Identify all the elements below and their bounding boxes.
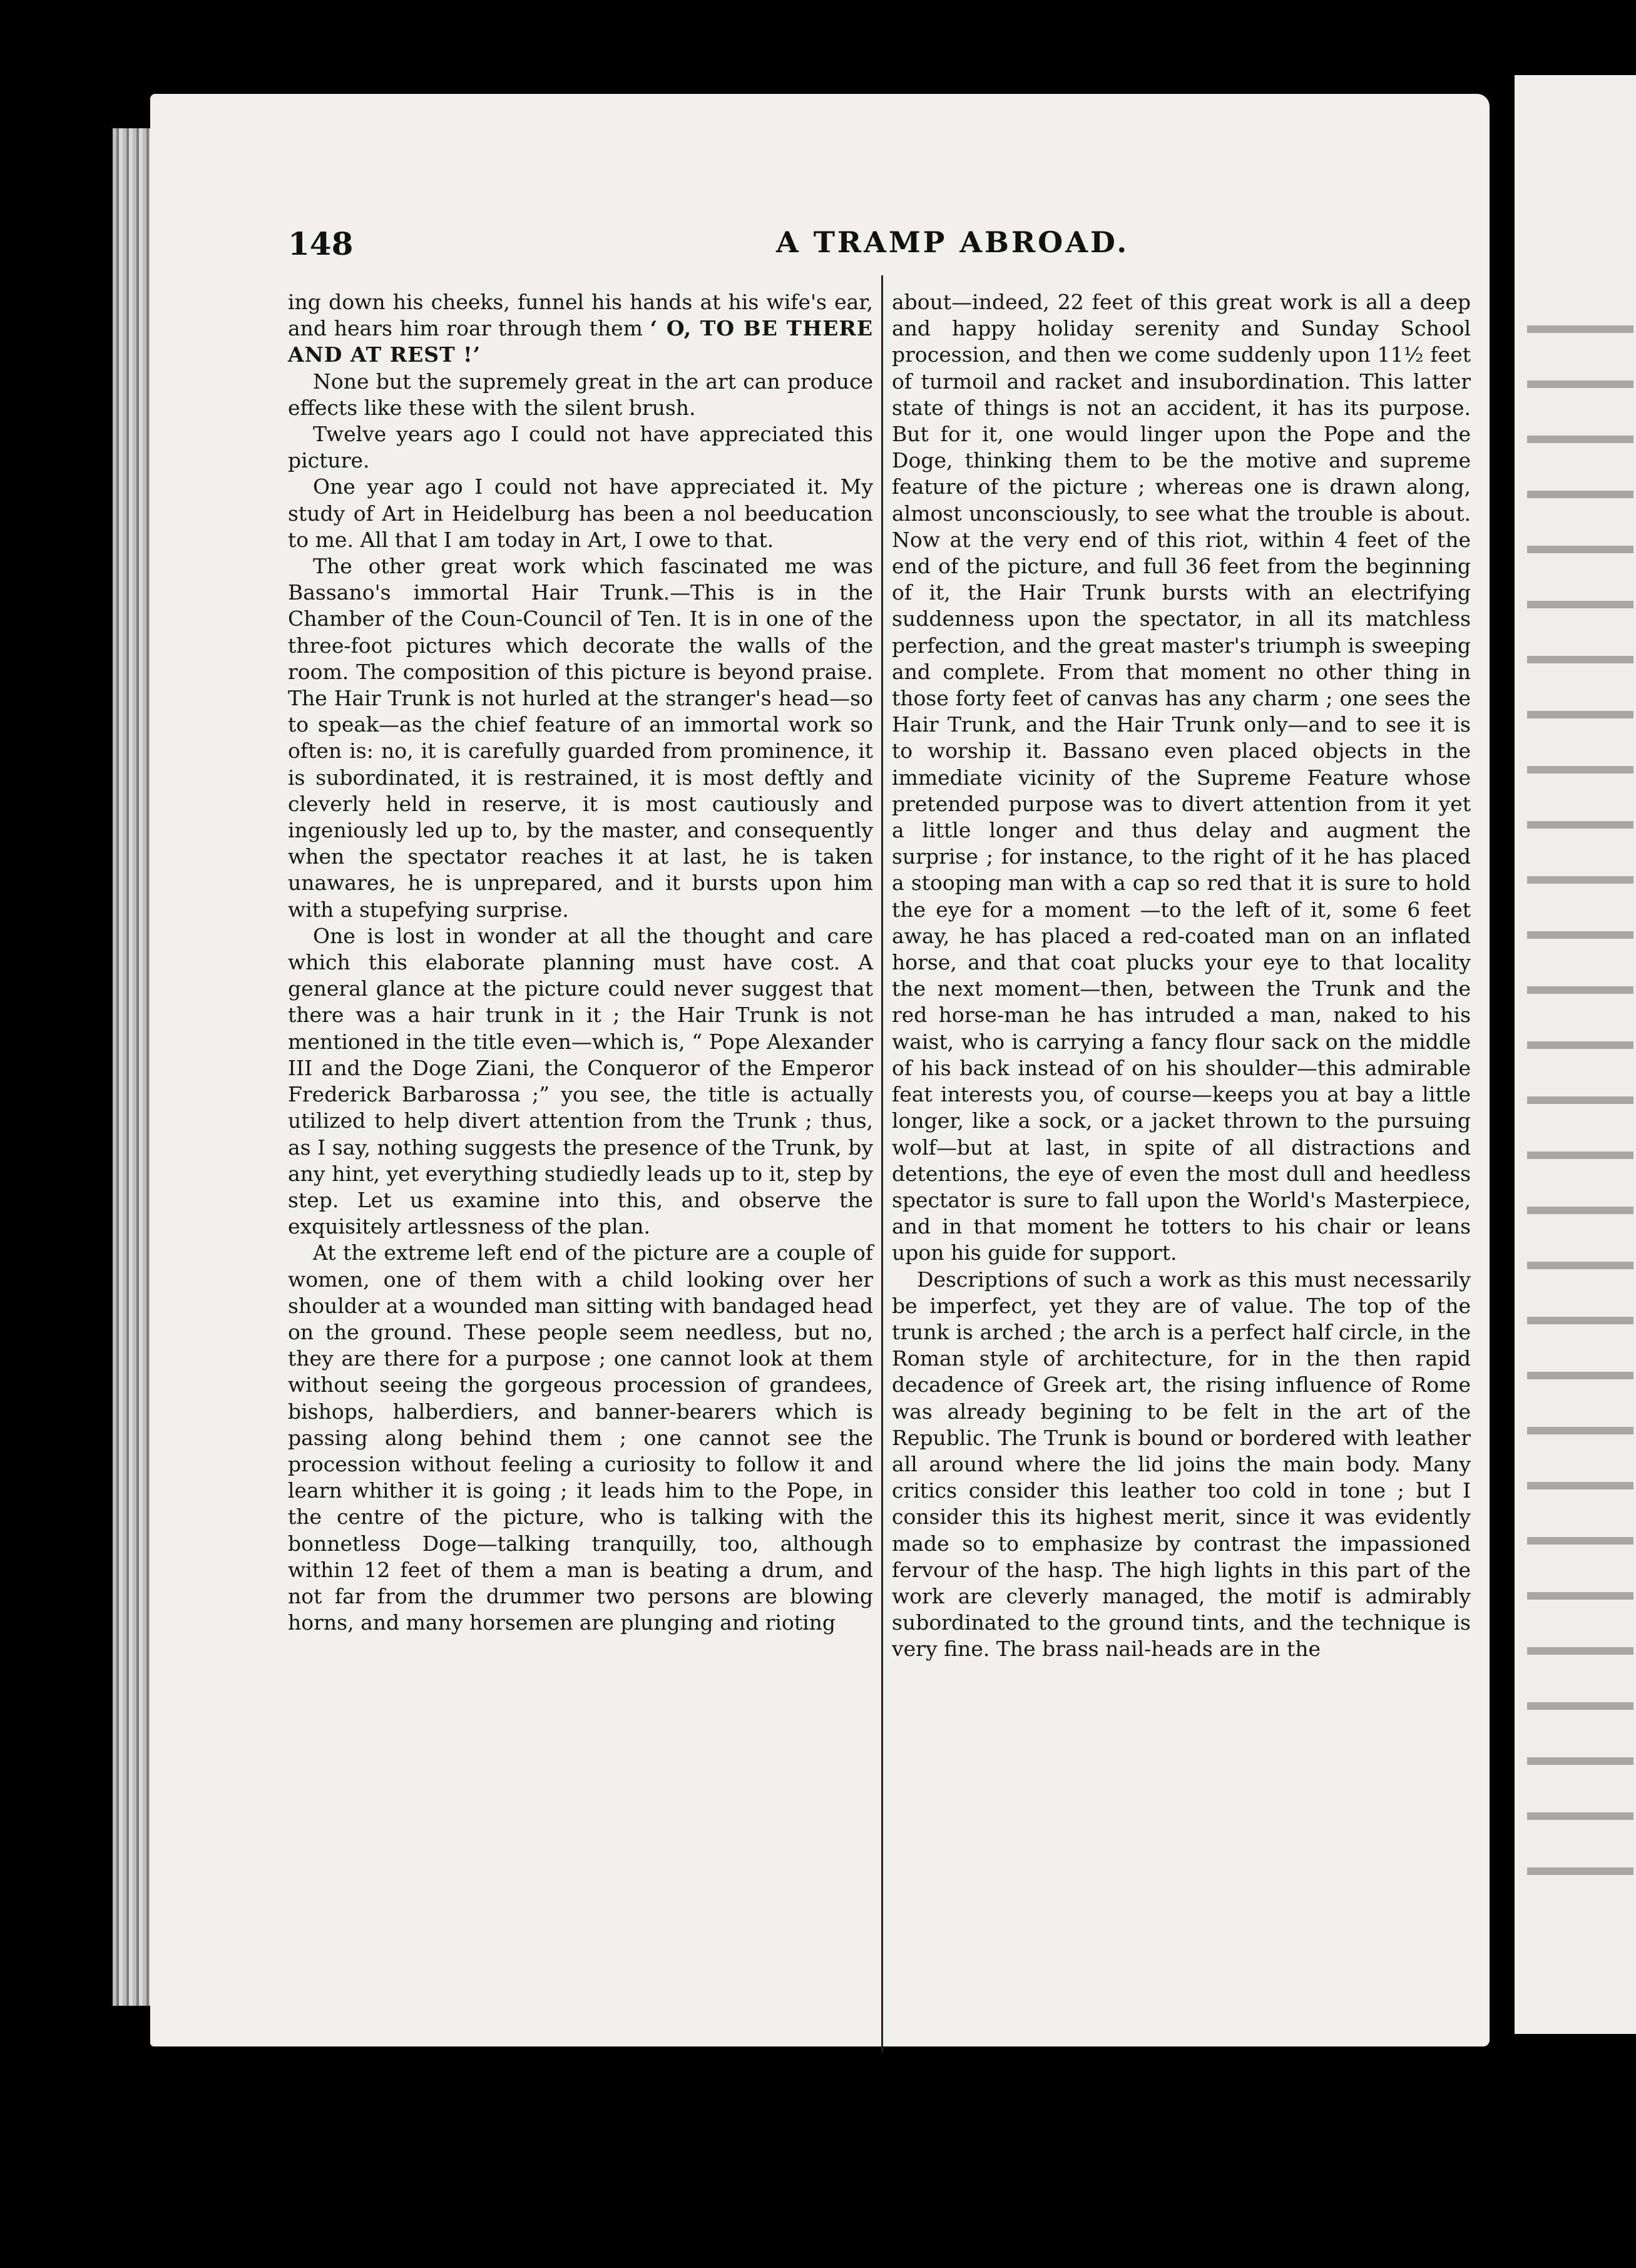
quoted-exclamation: ‘ O, TO BE THERE AND AT REST !’ <box>288 316 873 367</box>
paragraph: One is lost in wonder at all the thought and care which this elaborate planning must have cost. A general glance at the picture could never suggest that there was a hair trunk in it ; the Hair Trunk is not mentioned in the title even—which is, “ Pope Alexander III and the Doge Ziani, the Conqueror of the Emperor Frederick Barbarossa ;” you see, the title is actually utilized to help divert attention from the Trunk ; thus, as I say, nothing suggests the presence of the Trunk, by any hint, yet everything studiedly leads up to it, step by step. Let us examine into this, and observe the exquisitely artlessness of the plan. <box>288 923 873 1239</box>
paragraph: Twelve years ago I could not have appreciated this picture. <box>288 422 873 473</box>
paragraph <box>288 289 873 369</box>
paragraph: One year ago I could not have appreciated it. My study of Art in Heidelburg has been a nol beeducation to me. All that I am today in Art, I owe to that. <box>288 474 873 552</box>
paragraph-text: ing down his cheeks, funnel his hands at his wife's ear, and hears him roar through them <box>288 290 873 341</box>
paragraph: The other great work which fascinated me was Bassano's immortal Hair Trunk.—This is in the Chamber of the Coun-Council of Ten. It is in one of the three-foot pictures which decorate the walls of the room. The composition of this picture is beyond praise. The Hair Trunk is not hurled at the stranger's head—so to speak—as the chief feature of an immortal work so often is: no, it is carefully guarded from prominence, it is subordinated, it is restrained, it is most deftly and cleverly held in reserve, it is most cautiously and ingeniously led up to, by the master, and consequently when the spectator reaches it at last, he is taken unawares, he is unprepared, and it bursts upon him with a stupefying surprise. <box>288 554 873 922</box>
left-column <box>288 289 873 1636</box>
right-column <box>892 289 1471 1663</box>
paragraph: At the extreme left end of the picture are a couple of women, one of them with a child looking over her shoulder at a wounded man sitting with bandaged head on the ground. These people seem needless, but no, they are there for a purpose ; one cannot look at them without seeing the gorgeous procession of grandees, bishops, halberdiers, and banner-bearers which is passing along behind them ; one cannot see the procession without feeling a curiosity to follow it and learn whither it is going ; it leads him to the Pope, in the centre of the picture, who is talking with the bonnetless Doge—talking tranquilly, too, although within 12 feet of them a man is beating a drum, and not far from the drummer two persons are blowing horns, and many horsemen are plunging and rioting <box>288 1240 873 1635</box>
paragraph: about—indeed, 22 feet of this great work is all a deep and happy holiday serenity and Sunday School procession, and then we come suddenly upon 11½ feet of turmoil and racket and insubordination. This latter state of things is not an accident, it has its purpose. But for it, one would linger upon the Pope and the Doge, thinking them to be the motive and supreme feature of the picture ; whereas one is drawn along, almost unconsciously, to see what the trouble is about. Now at the very end of this riot, within 4 feet of the end of the picture, and full 36 feet from the beginning of it, the Hair Trunk bursts with an electrifying suddenness upon the spectator, in all its matchless perfection, and the great master's triumph is sweeping and complete. From that moment no other thing in those forty feet of canvas has any charm ; one sees the Hair Trunk, and the Hair Trunk only—and to see it is to worship it. Bassano even placed objects in the immediate vicinity of the Supreme Feature whose pretended purpose was to divert attention from it yet a little longer and thus delay and augment the surprise ; for instance, to the right of it he has placed a stooping man with a cap so red that it is sure to hold the eye for a moment —to the left of it, some 6 feet away, he has placed a red-coated man on an inflated horse, and that coat plucks your eye to that locality the next moment—then, between the Trunk and the red horse-man he has intruded a man, naked to his waist, who is carrying a fancy flour sack on the middle of his back instead of on his shoulder—this admirable feat interests you, of course—keeps you at bay a little longer, like a sock, or a jacket thrown to the pursuing wolf—but at last, in spite of all distractions and detentions, the eye of even the most dull and heedless spectator is sure to fall upon the World's Masterpiece, and in that moment he totters to his chair or leans upon his guide for support. <box>892 290 1471 1265</box>
running-title: A TRAMP ABROAD. <box>776 225 1130 259</box>
facing-page-text-fragment <box>1527 282 1633 1909</box>
page-number: 148 <box>288 225 354 262</box>
page-header <box>288 225 1477 275</box>
column-divider <box>881 275 883 2053</box>
paragraph: Descriptions of such a work as this must necessarily be imperfect, yet they are of value. The top of the trunk is arched ; the arch is a perfect half circle, in the Roman style of architecture, for in the then rapid decadence of Greek art, the rising influence of Rome was already begining to be felt in the art of the Republic. The Trunk is bound or bordered with leather all around where the lid joins the main body. Many critics consider this leather too cold in tone ; but I consider this its highest merit, since it was evidently made so to emphasize by contrast the impassioned fervour of the hasp. The high lights in this part of the work are cleverly managed, the motif is admirably subordinated to the ground tints, and the technique is very fine. The brass nail-heads are in the <box>892 1267 1471 1662</box>
paragraph: None but the supremely great in the art can produce effects like these with the silent brush. <box>288 369 873 420</box>
